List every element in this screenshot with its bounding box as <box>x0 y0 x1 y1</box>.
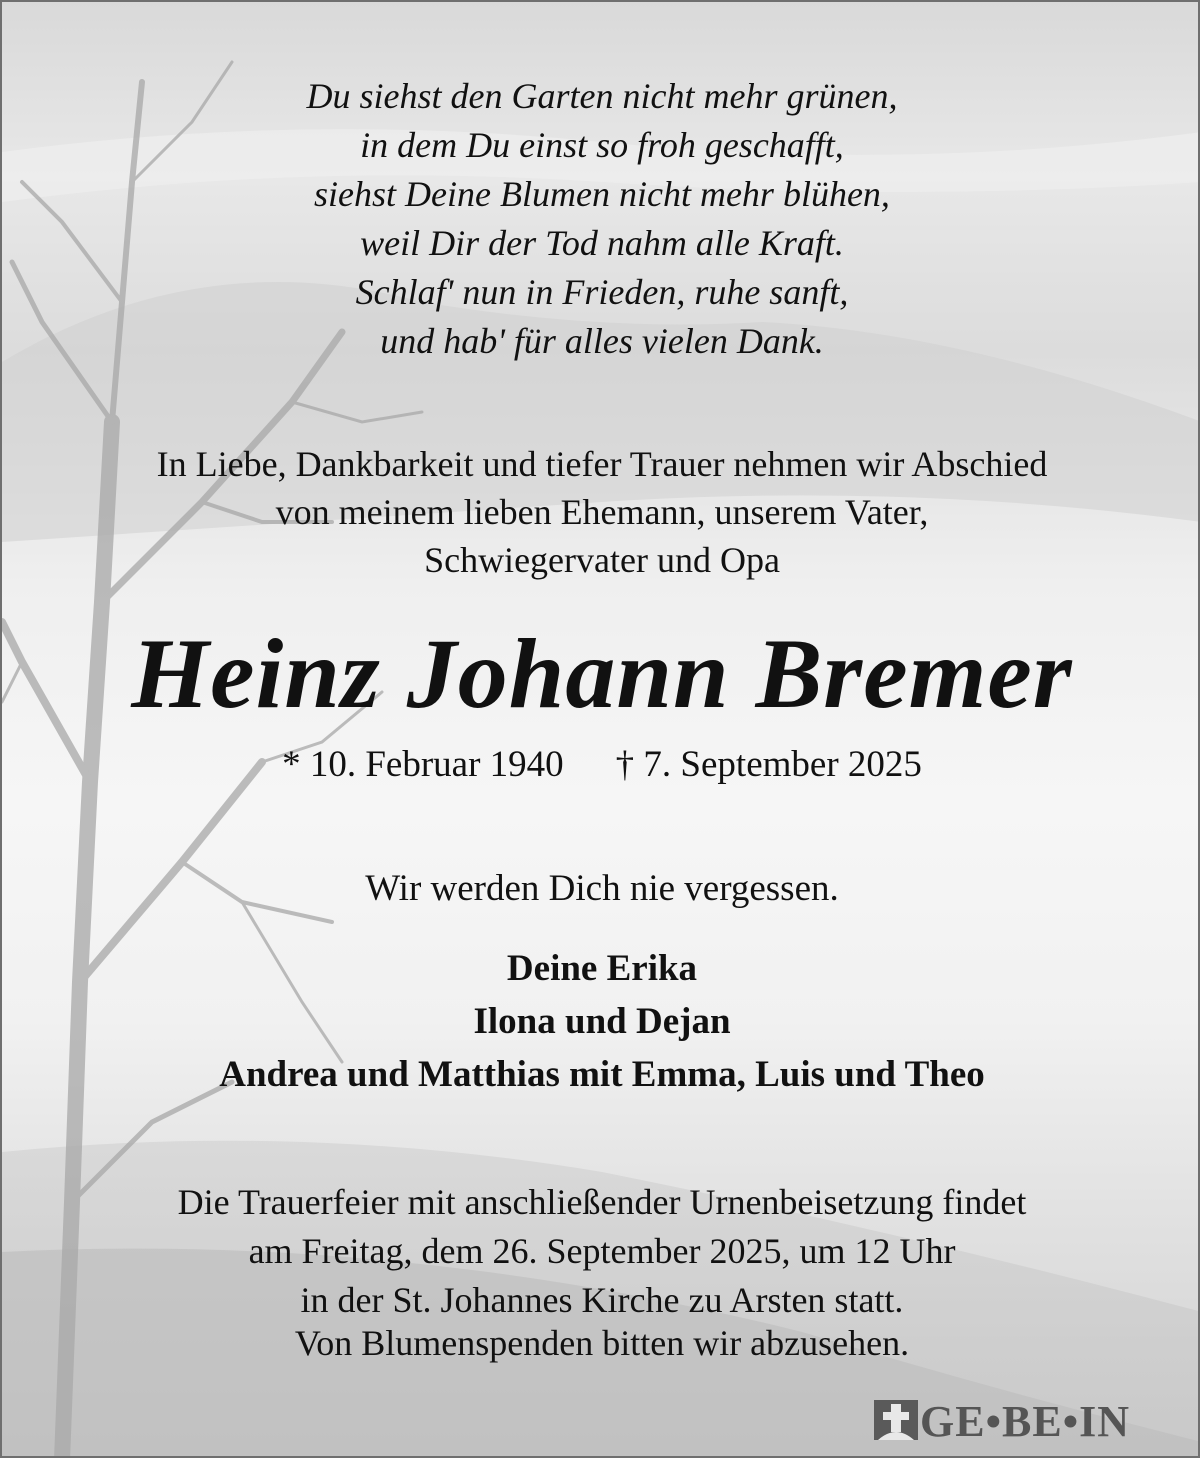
farewell-intro <box>2 440 1200 584</box>
funeral-service-info <box>2 1178 1200 1325</box>
mourner-line: Ilona und Dejan <box>473 1001 731 1042</box>
poem <box>2 72 1200 366</box>
mourner-line: Deine Erika <box>506 948 698 989</box>
intro-line: Schwiegervater und Opa <box>424 540 780 580</box>
gebein-logo <box>872 1396 1130 1446</box>
memory-line: Wir werden Dich nie vergessen. <box>365 868 839 909</box>
service-line: Die Trauerfeier mit anschließender Urnenbeisetzung findet <box>177 1182 1027 1222</box>
intro-line: von meinem lieben Ehemann, unserem Vater, <box>275 492 929 532</box>
poem-line: und hab' für alles vielen Dank. <box>380 321 824 361</box>
birth-date: * 10. Februar 1940 <box>282 744 564 785</box>
deceased-name: Heinz Johann Bremer <box>131 618 1073 729</box>
intro-line: In Liebe, Dankbarkeit und tiefer Trauer nehmen wir Abschied <box>156 444 1048 484</box>
death-date: † 7. September 2025 <box>615 744 922 785</box>
mourners-list <box>2 942 1200 1101</box>
poem-line: Du siehst den Garten nicht mehr grünen, <box>306 76 898 116</box>
poem-line: Schlaf' nun in Frieden, ruhe sanft, <box>355 272 849 312</box>
service-line: am Freitag, dem 26. September 2025, um 12 Uhr <box>248 1231 956 1271</box>
service-line: in der St. Johannes Kirche zu Arsten statt. <box>300 1280 904 1320</box>
mourner-line: Andrea und Matthias mit Emma, Luis und Theo <box>219 1054 985 1095</box>
poem-line: siehst Deine Blumen nicht mehr blühen, <box>314 174 890 214</box>
poem-line: in dem Du einst so froh geschafft, <box>360 125 844 165</box>
life-dates <box>2 740 1200 790</box>
gebein-logo-text: GE•BE•IN <box>920 1396 1130 1446</box>
flowers-note: Von Blumenspenden bitten wir abzusehen. <box>294 1323 910 1363</box>
gebein-logo-icon <box>872 1398 920 1444</box>
poem-line: weil Dir der Tod nahm alle Kraft. <box>360 223 844 263</box>
